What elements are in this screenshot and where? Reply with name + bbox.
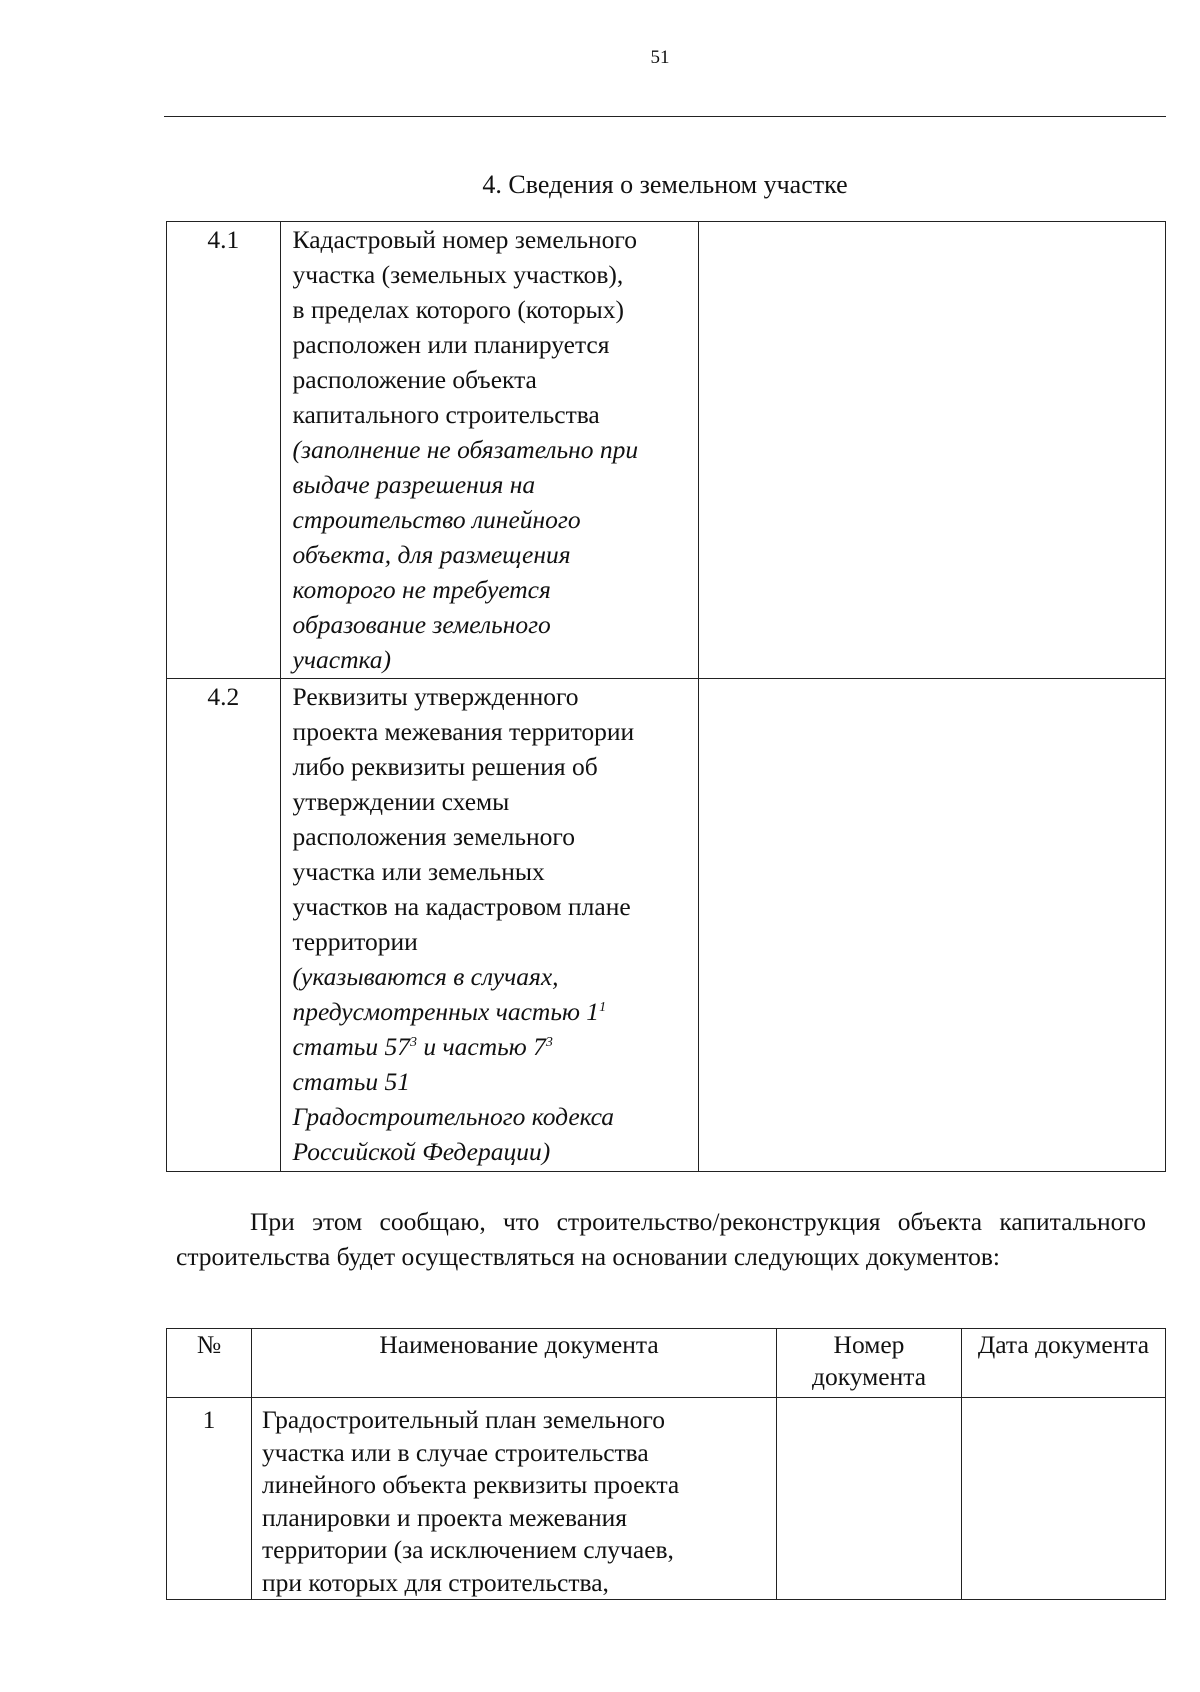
note-text: и частью 7	[417, 1032, 546, 1061]
label-line: либо реквизиты решения об	[292, 752, 598, 781]
note-line: выдаче разрешения на	[292, 470, 536, 499]
note-line: статьи 51	[292, 1067, 410, 1096]
document-name	[252, 1398, 777, 1600]
section-title: 4. Сведения о земельном участке	[482, 170, 848, 199]
row-label	[280, 679, 698, 1172]
note-line	[293, 1029, 698, 1064]
document-number-cell[interactable]	[777, 1398, 962, 1600]
documents-table	[166, 1328, 1166, 1600]
label-line: участка или земельных	[292, 857, 545, 886]
page-number: 51	[650, 47, 670, 68]
label-line: участков на кадастровом плане	[292, 892, 631, 921]
label-line: расположение объекта	[292, 365, 537, 394]
table-row	[167, 1398, 1166, 1600]
note-line: (указываются в случаях,	[292, 962, 559, 991]
document-date-cell[interactable]	[962, 1398, 1166, 1600]
table-header-row	[167, 1329, 1166, 1398]
name-line: при которых для строительства,	[262, 1567, 609, 1597]
note-line: участка)	[292, 645, 392, 674]
table-row	[167, 222, 1166, 679]
label-line: участка (земельных участков),	[292, 260, 624, 289]
row-number: 4.2	[167, 679, 281, 1172]
header-line: документа	[811, 1362, 927, 1391]
statement-paragraph: При этом сообщаю, что строительство/реконструкция объекта капитального строительства будет осуществляться на основании следующих документов:	[176, 1207, 1146, 1271]
header-date: Дата документа	[962, 1329, 1166, 1398]
label-line: Кадастровый номер земельного	[292, 225, 637, 254]
note-line: объекта, для размещения	[292, 540, 571, 569]
note-text: предусмотренных частью 1	[292, 997, 600, 1026]
name-line: планировки и проекта межевания	[262, 1502, 628, 1532]
table-row	[167, 679, 1166, 1172]
land-plot-table	[166, 221, 1166, 1172]
note-line: образование земельного	[292, 610, 551, 639]
label-line: в пределах которого (которых)	[292, 295, 624, 324]
note-line: (заполнение не обязательно при	[292, 435, 639, 464]
header-name: Наименование документа	[252, 1329, 777, 1398]
label-line: утверждении схемы	[292, 787, 510, 816]
label-line: Реквизиты утвержденного	[292, 682, 579, 711]
label-line: проекта межевания территории	[292, 717, 635, 746]
note-line: которого не требуется	[292, 575, 551, 604]
row-label	[280, 222, 698, 679]
superscript: 3	[545, 1035, 553, 1050]
value-cell[interactable]	[698, 679, 1165, 1172]
row-number: 4.1	[167, 222, 281, 679]
label-line: капитального строительства	[292, 400, 600, 429]
header-rule	[164, 116, 1166, 117]
name-line: линейного объекта реквизиты проекта	[262, 1470, 680, 1499]
name-line: территории (за исключением случаев,	[262, 1535, 674, 1564]
name-line: участка или в случае строительства	[262, 1437, 649, 1467]
label-line: территории	[292, 927, 418, 956]
header-num: №	[167, 1329, 252, 1398]
label-line: расположен или планируется	[292, 330, 610, 359]
note-line	[293, 994, 698, 1029]
row-number: 1	[167, 1398, 252, 1600]
note-line: строительство линейного	[292, 505, 581, 534]
note-line: Градостроительного кодекса	[292, 1102, 615, 1131]
label-line: расположения земельного	[292, 822, 576, 851]
note-line: Российской Федерации)	[292, 1137, 551, 1166]
note-text: статьи 57	[292, 1032, 410, 1061]
superscript: 3	[410, 1035, 417, 1050]
header-line: Номер	[833, 1330, 905, 1359]
superscript: 1	[599, 1000, 607, 1015]
name-line: Градостроительный план земельного	[262, 1405, 665, 1434]
header-doc-number	[777, 1329, 962, 1398]
value-cell[interactable]	[698, 222, 1165, 679]
